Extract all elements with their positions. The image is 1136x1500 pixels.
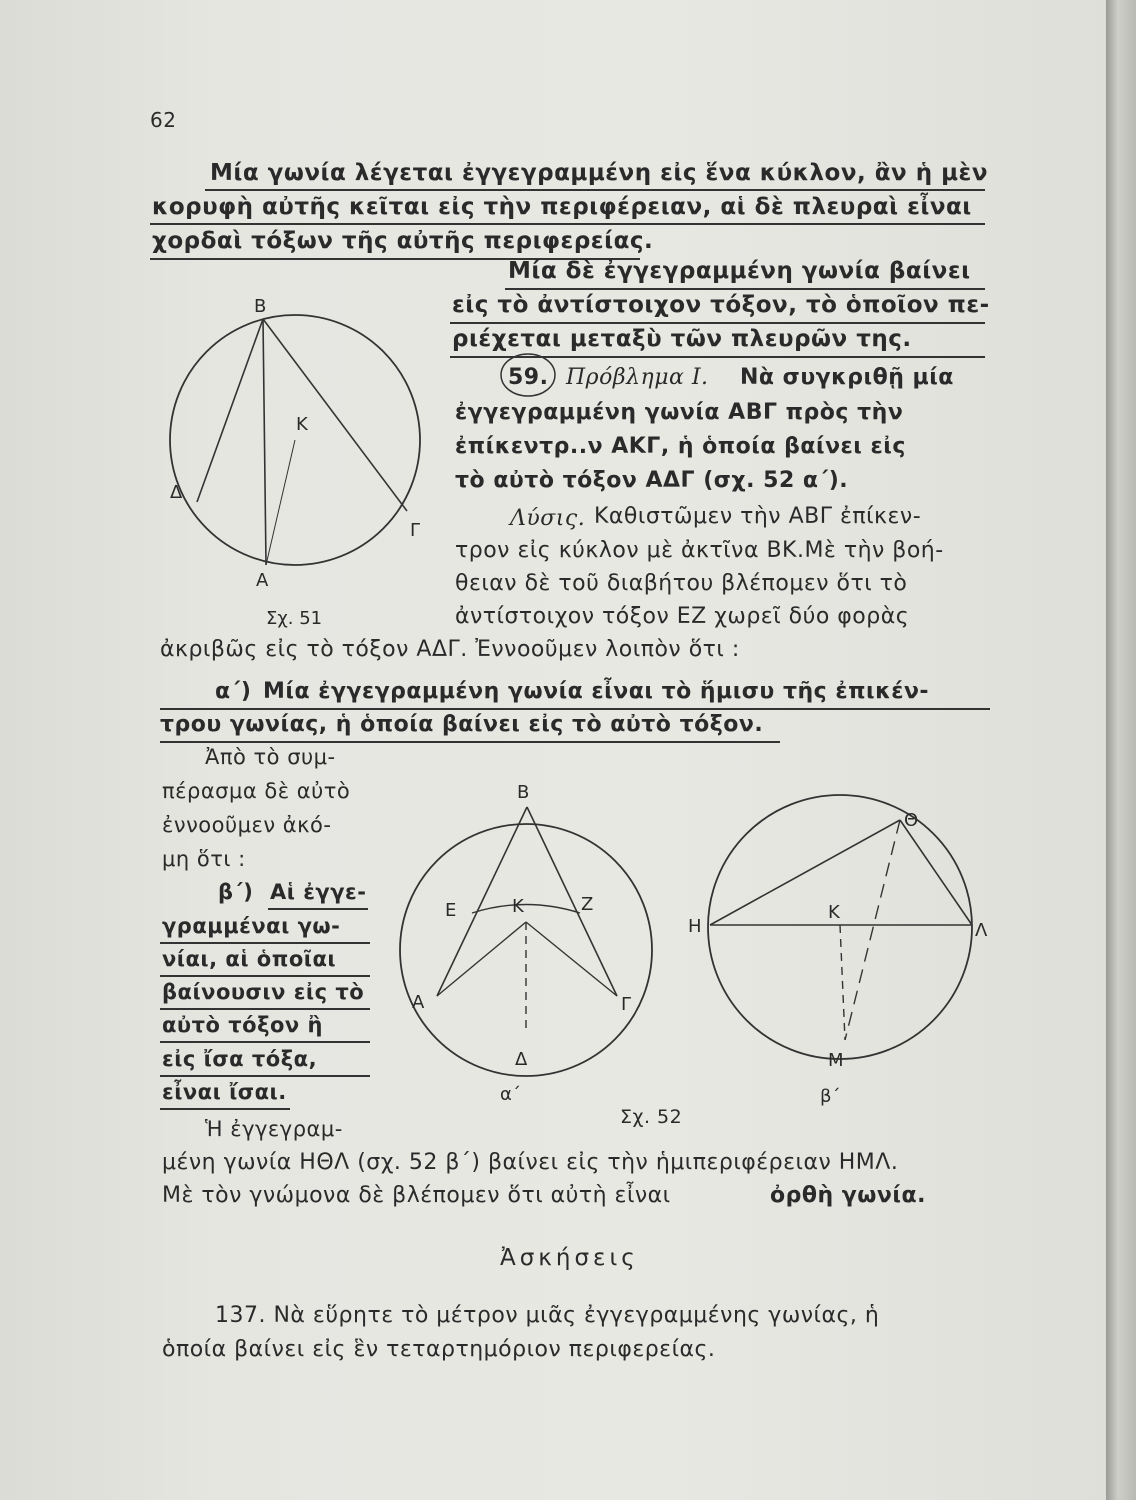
underline: [160, 975, 370, 977]
solution-label: Λύσις.: [510, 506, 586, 531]
rule-b-line-5: αὐτὸ τόξον ἢ: [162, 1013, 323, 1037]
fig51-label-a: Α: [256, 570, 269, 591]
fig52b-label-th: Θ: [904, 810, 919, 831]
solution-line-2: θειαν δὲ τοῦ διαβήτου βλέπομεν ὅτι τὸ: [455, 571, 908, 596]
rule-b-line-3: νίαι, αἱ ὁποῖαι: [162, 947, 337, 971]
fig52b-line-hth: [710, 820, 900, 925]
definition-line-1: Μία γωνία λέγεται ἐγγεγραμμένη εἰς ἕνα κύκλον, ἂν ἡ μὲν: [210, 160, 989, 186]
side-line-3: ἐννοοῦμεν ἀκό-: [162, 813, 332, 837]
rule-a-line-2: τρου γωνίας, ἡ ὁποία βαίνει εἰς τὸ αὐτὸ τόξον.: [160, 712, 764, 737]
exercise-line-1: 137. Νὰ εὕρητε τὸ μέτρον μιᾶς ἐγγεγραμμένης γωνίας, ἡ: [215, 1303, 880, 1328]
figure-51: [170, 290, 450, 640]
figure-52b: [680, 790, 1010, 1110]
para-b-line-1: Ἡ ἐγγεγραμ-: [205, 1117, 343, 1141]
definition2-line-2: εἰς τὸ ἀντίστοιχον τόξον, τὸ ὁποῖον πε-: [452, 292, 990, 318]
fig52b-line-km: [840, 925, 845, 1040]
para-b-bold: ὀρθὴ γωνία.: [770, 1183, 926, 1208]
underline: [150, 223, 985, 225]
fig51-label-d: Δ: [170, 482, 183, 503]
figure-52a: [400, 770, 700, 1105]
rule-b-label: β΄): [218, 880, 254, 904]
definition2-line-3: ριέχεται μεταξὺ τῶν πλευρῶν της.: [452, 326, 912, 352]
definition-line-3: χορδαὶ τόξων τῆς αὐτῆς περιφερείας.: [152, 228, 654, 254]
problem-line-4: τὸ αὐτὸ τόξον ΑΔΓ (σχ. 52 α΄).: [455, 468, 849, 493]
underline: [160, 942, 370, 944]
fig51-chord-ba: [263, 319, 266, 565]
fig51-label-b: Β: [254, 296, 267, 317]
definition2-line-1: Μία δὲ ἐγγεγραμμένη γωνία βαίνει: [508, 258, 971, 284]
rule-b-line-7: εἶναι ἴσαι.: [162, 1080, 287, 1104]
fig52a-line-kg: [526, 922, 617, 996]
solution-first: Καθιστῶμεν τὴν ΑΒΓ ἐπίκεν-: [594, 504, 922, 529]
underline: [268, 908, 368, 910]
side-line-4: μη ὅτι :: [162, 847, 246, 871]
fig52b-label-k: Κ: [828, 902, 840, 923]
fig52a-line-bg: [527, 807, 617, 996]
fig52a-label-a: Α: [412, 992, 425, 1013]
fig52a-label-b: Β: [517, 782, 530, 803]
rule-b-line-1: Αἱ ἐγγε-: [270, 880, 367, 904]
fig52a-label-k: Κ: [512, 896, 524, 917]
fig51-chord-bd: [197, 319, 263, 502]
solution-line-4: ἀκριβῶς εἰς τὸ τόξον ΑΔΓ. Ἐννοοῦμεν λοιπὸν ὅτι :: [160, 637, 740, 662]
side-line-1: Ἀπὸ τὸ συμ-: [205, 745, 336, 769]
underline: [205, 189, 985, 191]
problem-line-3: ἐπίκεντρ..ν ΑΚΓ, ἡ ὁποία βαίνει εἰς: [455, 434, 906, 459]
para-b-line-2: μένη γωνία ΗΘΛ (σχ. 52 β΄) βαίνει εἰς τὴν ἡμιπεριφέρειαν ΗΜΛ.: [162, 1150, 899, 1175]
fig52b-line-thm: [845, 820, 900, 1040]
side-line-2: πέρασμα δὲ αὐτὸ: [162, 779, 351, 803]
rule-b-line-6: εἰς ἴσα τόξα,: [162, 1047, 318, 1071]
rule-b-line-4: βαίνουσιν εἰς τὸ: [162, 980, 365, 1004]
underline: [160, 708, 990, 710]
fig51-label-k: Κ: [296, 414, 308, 435]
page-number: 62: [150, 108, 177, 132]
problem-number: 59.: [508, 365, 549, 390]
underline: [160, 1075, 370, 1077]
exercise-line-2: ὁποία βαίνει εἰς ἓν τεταρτημόριον περιφερείας.: [162, 1337, 716, 1362]
exercises-heading: Ἀσκήσεις: [500, 1245, 639, 1271]
fig51-radius-ka: [266, 440, 295, 565]
para-b-line-3: Μὲ τὸν γνώμονα δὲ βλέπομεν ὅτι αὐτὴ εἶναι: [162, 1183, 671, 1208]
solution-line-1: τρον εἰς κύκλον μὲ ἀκτῖνα ΒΚ.Μὲ τὴν βοή-: [455, 538, 944, 563]
fig52b-label-h: Η: [688, 916, 702, 937]
fig52b-label-m: Μ: [828, 1050, 844, 1071]
underline: [160, 1008, 370, 1010]
rule-a-label: α΄): [215, 679, 252, 704]
fig52a-label-d: Δ: [515, 1049, 528, 1070]
problem-line-1: Νὰ συγκριθῇ μία: [740, 365, 954, 390]
fig52-caption: Σχ. 52: [620, 1106, 683, 1128]
underline: [160, 1041, 370, 1043]
page-edge: [1106, 0, 1136, 1500]
problem-line-2: ἐγγεγραμμένη γωνία ΑΒΓ πρὸς τὴν: [455, 400, 904, 425]
fig52b-label-l: Λ: [975, 920, 988, 941]
fig52a-label-z: Ζ: [581, 894, 594, 915]
underline: [160, 1108, 290, 1110]
fig52a-label-g: Γ: [621, 994, 632, 1015]
fig52a-label-e: Ε: [445, 900, 457, 921]
fig52a-sub: α΄: [500, 1084, 521, 1105]
solution-line-3: ἀντίστοιχον τόξον ΕΖ χωρεῖ δύο φορὰς: [455, 604, 910, 629]
rule-b-line-2: γραμμέναι γω-: [162, 914, 341, 938]
underline: [450, 322, 985, 324]
fig51-label-g: Γ: [410, 520, 421, 541]
fig52b-sub: β΄: [820, 1086, 841, 1107]
underline: [505, 288, 985, 290]
underline: [160, 741, 780, 743]
definition-line-2: κορυφὴ αὐτῆς κεῖται εἰς τὴν περιφέρειαν, αἱ δὲ πλευραὶ εἶναι: [152, 194, 972, 220]
problem-title: Πρόβλημα I.: [566, 365, 709, 390]
fig51-chord-bg: [263, 319, 407, 511]
fig52a-line-ka: [437, 922, 526, 996]
rule-a-line-1: Μία ἐγγεγραμμένη γωνία εἶναι τὸ ἥμισυ τῆς ἐπικέν-: [263, 679, 930, 704]
fig52a-arc-ez: [472, 905, 580, 914]
fig51-caption: Σχ. 51: [266, 608, 323, 629]
